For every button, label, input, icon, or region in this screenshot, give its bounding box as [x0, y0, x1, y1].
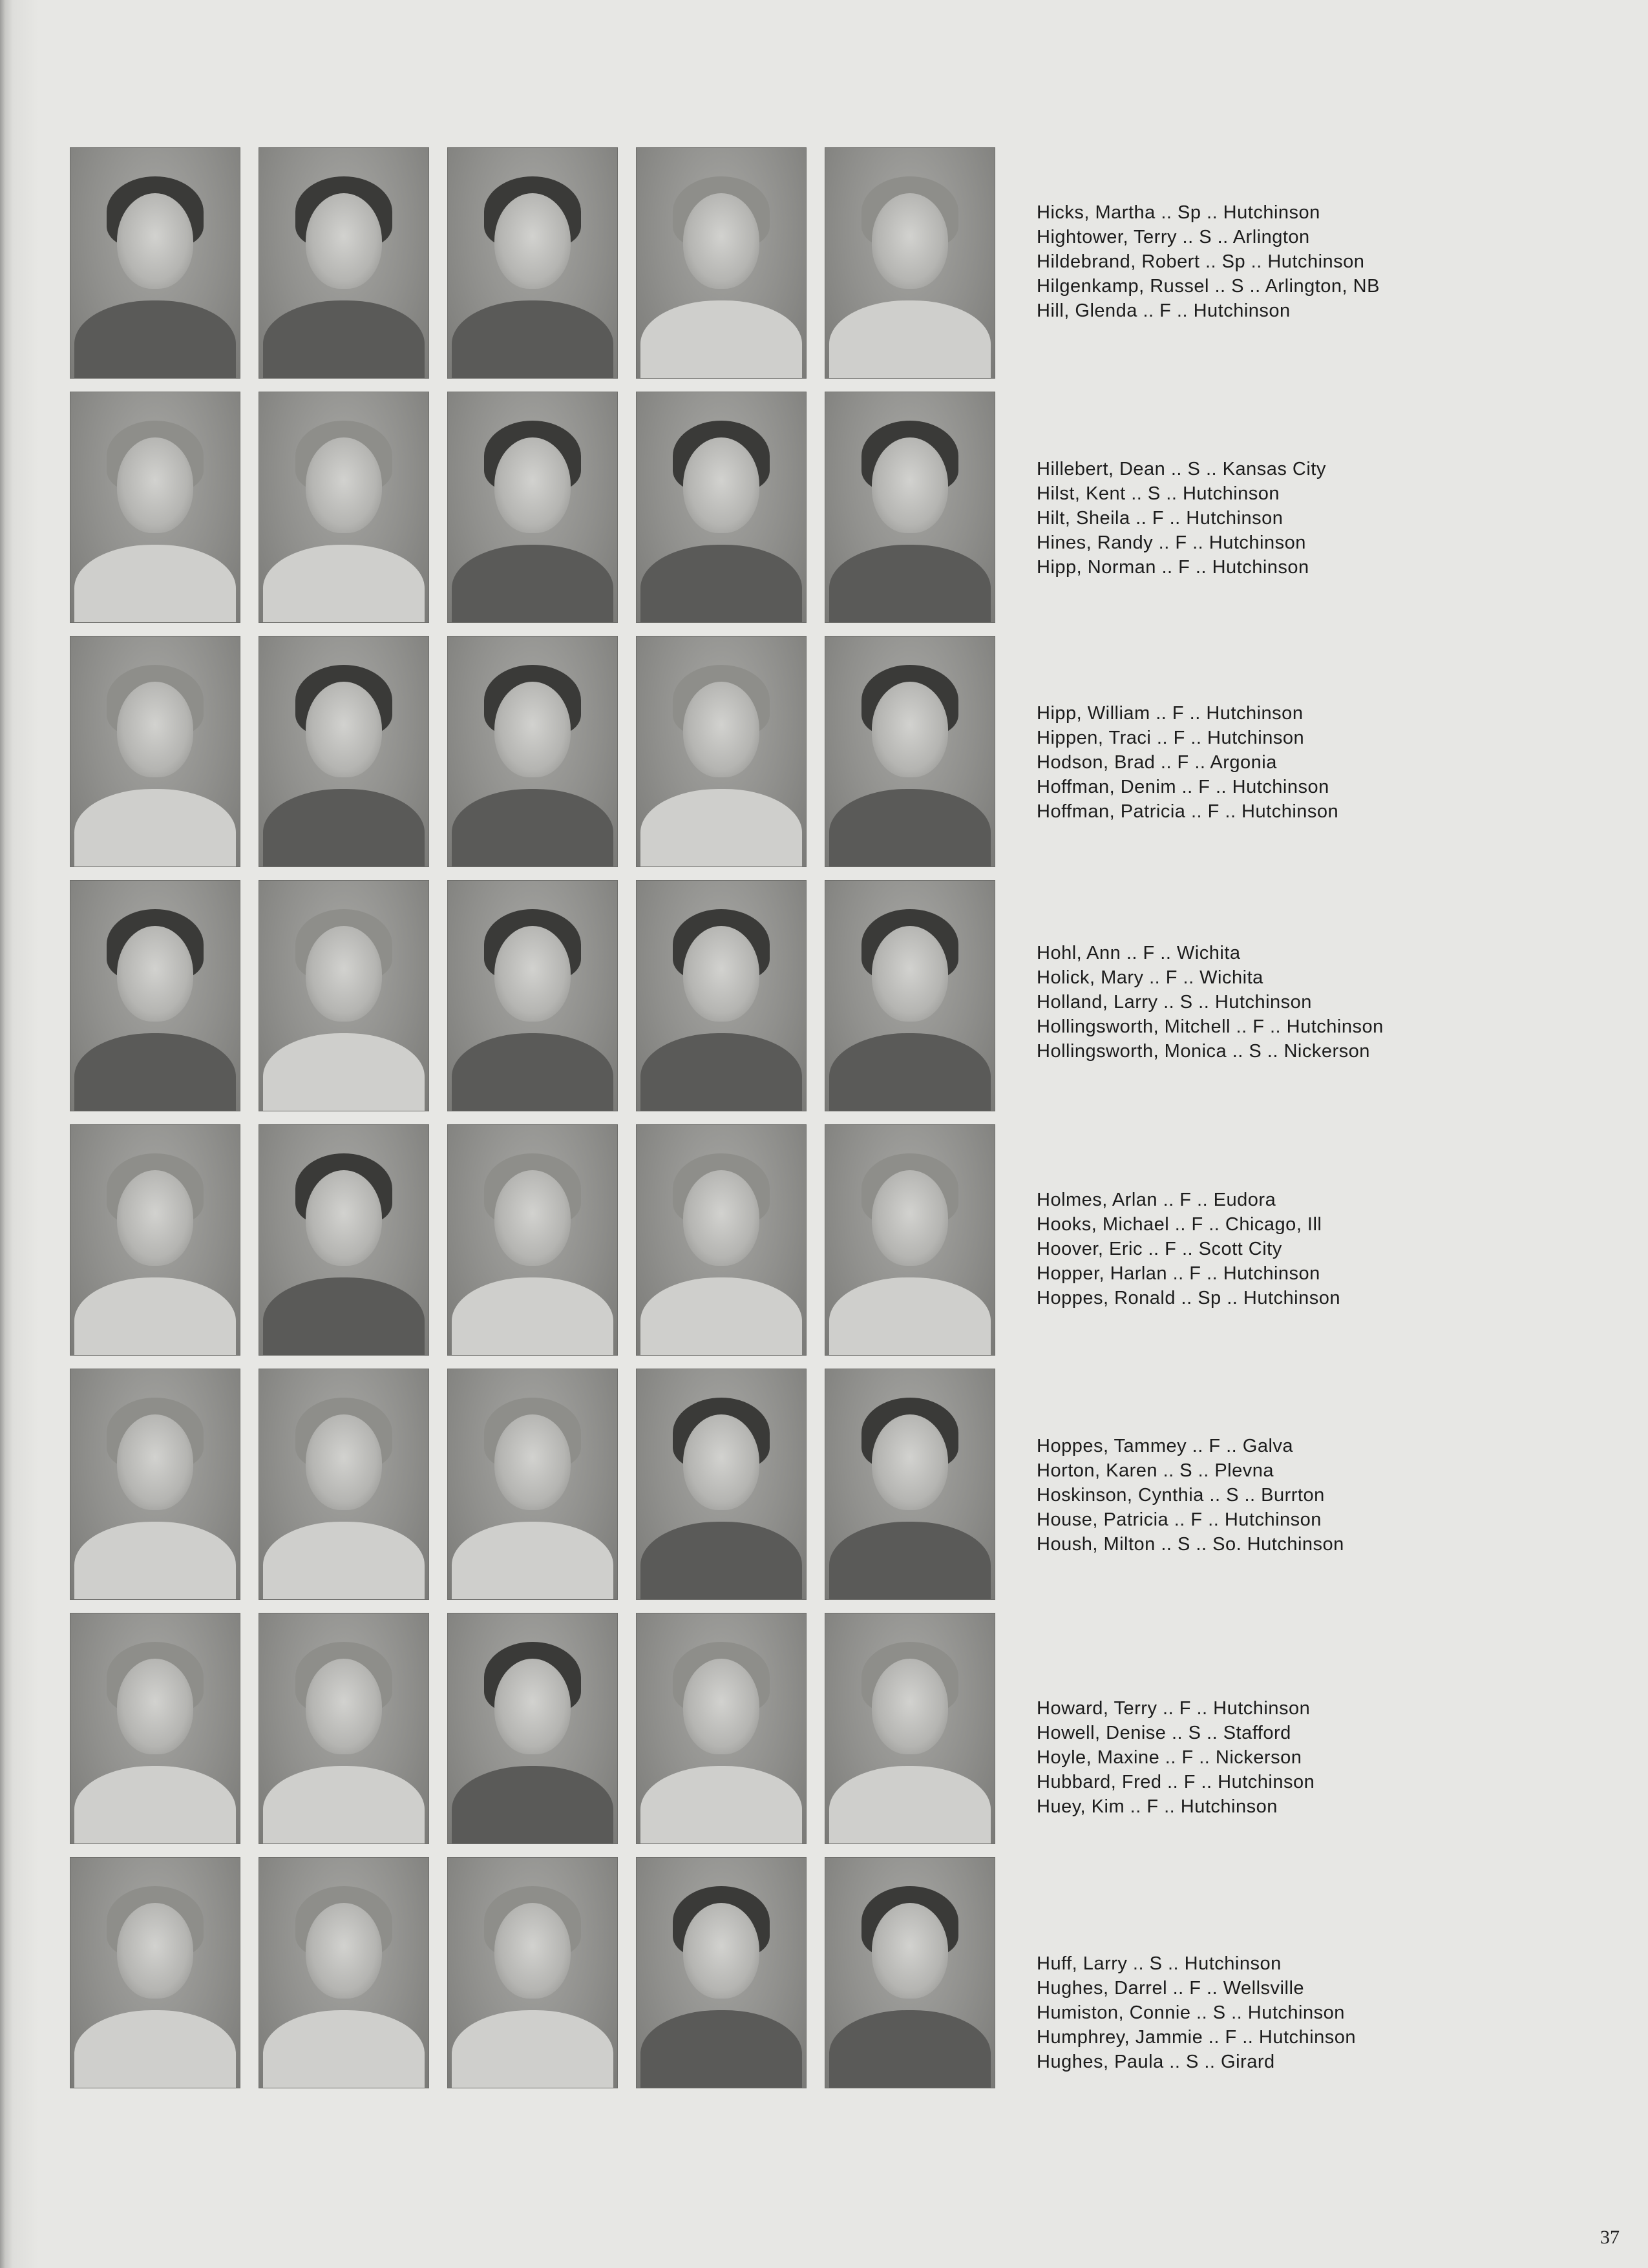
page-number: 37	[1600, 2227, 1620, 2248]
portrait-photo	[636, 1857, 807, 2088]
student-name-line: Hillebert, Dean .. S .. Kansas City	[1037, 459, 1326, 479]
name-caption	[1037, 701, 1502, 824]
portrait-photo	[447, 1613, 618, 1844]
student-name-line: Hippen, Traci .. F .. Hutchinson	[1037, 728, 1305, 748]
portrait-photo	[636, 1124, 807, 1356]
student-name-line: Hicks, Martha .. Sp .. Hutchinson	[1037, 202, 1320, 223]
student-name-line: Hollingsworth, Mitchell .. F .. Hutchinson	[1037, 1016, 1384, 1037]
portrait-photo	[447, 1124, 618, 1356]
portrait-photo	[259, 1124, 429, 1356]
name-caption	[1037, 457, 1502, 580]
name-caption	[1037, 1951, 1502, 2074]
portrait-row	[70, 1369, 998, 1600]
portrait-photo	[636, 880, 807, 1111]
student-name-line: Howard, Terry .. F .. Hutchinson	[1037, 1698, 1311, 1719]
portrait-photo	[825, 1857, 995, 2088]
student-name-line: Howell, Denise .. S .. Stafford	[1037, 1723, 1291, 1743]
student-name-line: Humphrey, Jammie .. F .. Hutchinson	[1037, 2027, 1357, 2048]
portrait-photo	[259, 147, 429, 379]
student-name-line: Hilgenkamp, Russel .. S .. Arlington, NB	[1037, 276, 1380, 297]
student-name-line: Hightower, Terry .. S .. Arlington	[1037, 227, 1310, 247]
portrait-photo	[70, 1857, 240, 2088]
student-name-line: Hubbard, Fred .. F .. Hutchinson	[1037, 1772, 1315, 1792]
portrait-photo	[259, 1613, 429, 1844]
student-name-line: Horton, Karen .. S .. Plevna	[1037, 1460, 1274, 1481]
student-name-line: Hoppes, Tammey .. F .. Galva	[1037, 1436, 1294, 1456]
portrait-photo	[259, 392, 429, 623]
student-name-line: Hopper, Harlan .. F .. Hutchinson	[1037, 1263, 1320, 1284]
portrait-photo	[70, 392, 240, 623]
portrait-photo	[825, 1124, 995, 1356]
portrait-photo	[447, 147, 618, 379]
portrait-row	[70, 1613, 998, 1844]
student-name-line: Humiston, Connie .. S .. Hutchinson	[1037, 2002, 1345, 2023]
portrait-photo	[259, 1857, 429, 2088]
student-name-line: Hipp, William .. F .. Hutchinson	[1037, 703, 1304, 724]
student-name-line: Hughes, Darrel .. F .. Wellsville	[1037, 1978, 1305, 1999]
portrait-photo	[825, 1369, 995, 1600]
student-name-line: Hilt, Sheila .. F .. Hutchinson	[1037, 508, 1284, 529]
portrait-photo	[447, 880, 618, 1111]
student-name-line: Hollingsworth, Monica .. S .. Nickerson	[1037, 1041, 1370, 1062]
student-name-line: Hipp, Norman .. F .. Hutchinson	[1037, 557, 1309, 578]
student-name-line: Holmes, Arlan .. F .. Eudora	[1037, 1190, 1276, 1210]
portrait-photo	[70, 1613, 240, 1844]
portrait-photo	[70, 636, 240, 867]
portrait-photo	[70, 1369, 240, 1600]
portrait-photo	[259, 880, 429, 1111]
student-name-line: Hodson, Brad .. F .. Argonia	[1037, 752, 1277, 773]
name-caption	[1037, 200, 1502, 323]
portrait-photo	[447, 636, 618, 867]
portrait-row	[70, 1124, 998, 1356]
portrait-row	[70, 636, 998, 867]
name-caption	[1037, 941, 1502, 1064]
portrait-photo	[259, 636, 429, 867]
portrait-photo	[636, 147, 807, 379]
student-name-line: Holick, Mary .. F .. Wichita	[1037, 967, 1263, 988]
student-name-line: Hoover, Eric .. F .. Scott City	[1037, 1239, 1282, 1259]
portrait-photo	[70, 880, 240, 1111]
student-name-line: Hildebrand, Robert .. Sp .. Hutchinson	[1037, 251, 1365, 272]
student-name-line: Hoppes, Ronald .. Sp .. Hutchinson	[1037, 1288, 1340, 1308]
student-name-line: Hilst, Kent .. S .. Hutchinson	[1037, 483, 1280, 504]
student-name-line: Hughes, Paula .. S .. Girard	[1037, 2052, 1275, 2072]
portrait-photo	[825, 392, 995, 623]
student-name-line: Hoffman, Patricia .. F .. Hutchinson	[1037, 801, 1339, 822]
portrait-photo	[636, 1613, 807, 1844]
portrait-photo	[447, 1369, 618, 1600]
student-name-line: House, Patricia .. F .. Hutchinson	[1037, 1509, 1322, 1530]
student-name-line: Huey, Kim .. F .. Hutchinson	[1037, 1796, 1278, 1817]
student-name-line: Hoskinson, Cynthia .. S .. Burrton	[1037, 1485, 1325, 1506]
portrait-photo	[636, 636, 807, 867]
student-name-line: Housh, Milton .. S .. So. Hutchinson	[1037, 1534, 1344, 1555]
portrait-photo	[825, 636, 995, 867]
name-caption	[1037, 1434, 1502, 1557]
student-name-line: Hoffman, Denim .. F .. Hutchinson	[1037, 777, 1329, 797]
student-name-line: Hoyle, Maxine .. F .. Nickerson	[1037, 1747, 1302, 1768]
portrait-photo	[825, 147, 995, 379]
student-name-line: Hill, Glenda .. F .. Hutchinson	[1037, 300, 1291, 321]
portrait-photo	[825, 1613, 995, 1844]
portrait-photo	[636, 392, 807, 623]
name-caption	[1037, 1696, 1502, 1819]
portrait-photo	[825, 880, 995, 1111]
student-name-line: Holland, Larry .. S .. Hutchinson	[1037, 992, 1312, 1013]
student-name-line: Hohl, Ann .. F .. Wichita	[1037, 943, 1241, 963]
student-name-line: Hooks, Michael .. F .. Chicago, Ill	[1037, 1214, 1322, 1235]
portrait-photo	[447, 392, 618, 623]
portrait-row	[70, 1857, 998, 2088]
name-caption	[1037, 1188, 1502, 1310]
portrait-grid	[70, 147, 998, 2101]
portrait-row	[70, 392, 998, 623]
portrait-photo	[70, 147, 240, 379]
portrait-photo	[70, 1124, 240, 1356]
portrait-photo	[636, 1369, 807, 1600]
student-name-line: Huff, Larry .. S .. Hutchinson	[1037, 1953, 1282, 1974]
portrait-row	[70, 880, 998, 1111]
portrait-photo	[259, 1369, 429, 1600]
student-name-line: Hines, Randy .. F .. Hutchinson	[1037, 532, 1306, 553]
portrait-row	[70, 147, 998, 379]
portrait-photo	[447, 1857, 618, 2088]
